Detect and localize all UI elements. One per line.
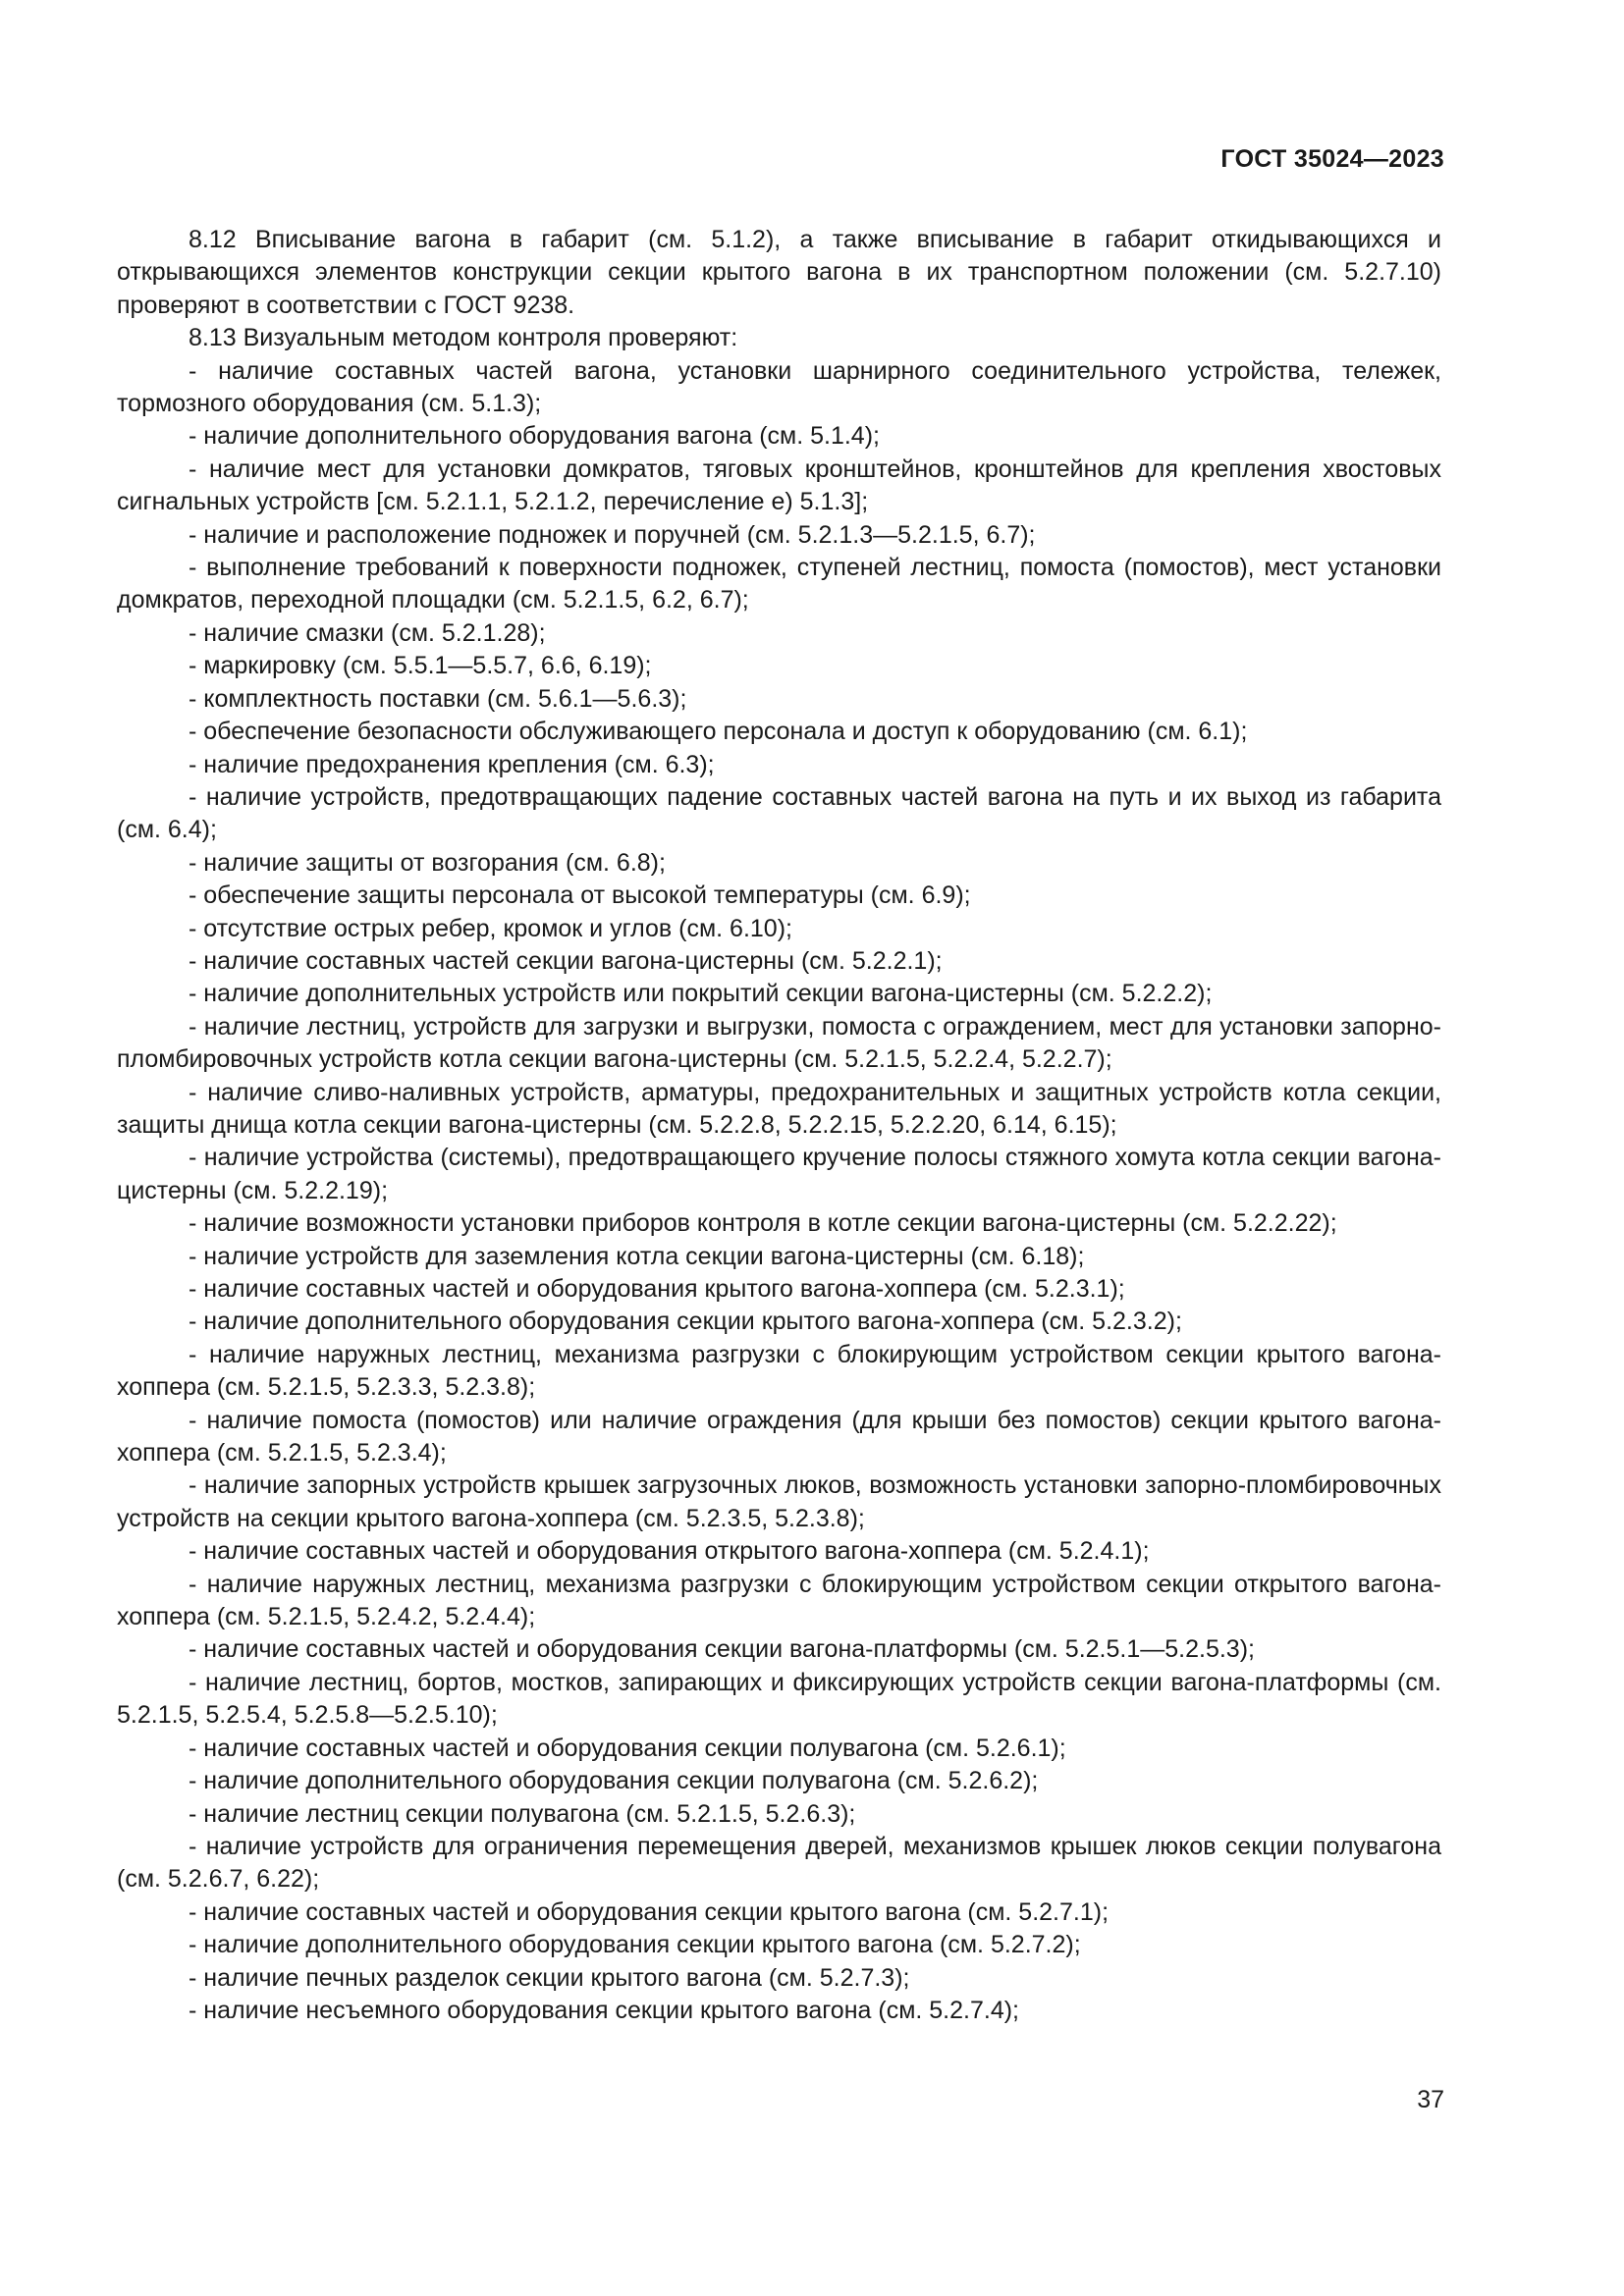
list-item: - наличие дополнительного оборудования секции полувагона (см. 5.2.6.2); <box>189 1767 1039 1795</box>
list-item: - наличие и расположение подножек и поручней (см. 5.2.1.3—5.2.1.5, 6.7); <box>189 520 1036 549</box>
list-item: - наличие несъемного оборудования секции крытого вагона (см. 5.2.7.4); <box>189 1996 1019 2024</box>
list-item: - наличие лестниц, устройств для загрузки и выгрузки, помоста с ограждением, мест для установки запорно-пломбировочных устройств котла секции вагона-цистерны (см. 5.2.1.5, 5.2.2.4, 5.2.2.7); <box>117 1012 1441 1074</box>
list-item: - наличие лестниц, бортов, мостков, запирающих и фиксирующих устройств секции вагона-платформы (см. 5.2.1.5, 5.2.5.4, 5.2.5.8—5.2.5.10); <box>117 1668 1441 1730</box>
list-item: - комплектность поставки (см. 5.6.1—5.6.3); <box>189 684 687 713</box>
document-body <box>117 224 1441 2027</box>
list-item: - наличие устройств для заземления котла секции вагона-цистерны (см. 6.18); <box>189 1242 1085 1270</box>
list-item: - наличие дополнительного оборудования вагона (см. 5.1.4); <box>189 422 880 451</box>
list-item: - маркировку (см. 5.5.1—5.5.7, 6.6, 6.19); <box>189 652 652 680</box>
list-item: - наличие защиты от возгорания (см. 6.8); <box>189 848 666 877</box>
list-item: - наличие запорных устройств крышек загрузочных люков, возможность установки запорно-пломбировочных устройств на секции крытого вагона-хоппера (см. 5.2.3.5, 5.2.3.8); <box>117 1471 1441 1532</box>
list-item: - наличие составных частей и оборудования секции вагона-платформы (см. 5.2.5.1—5.2.5.3); <box>189 1635 1255 1664</box>
list-item: - наличие возможности установки приборов контроля в котле секции вагона-цистерны (см. 5.2.2.22); <box>189 1209 1337 1238</box>
list-item: - наличие составных частей секции вагона-цистерны (см. 5.2.2.1); <box>189 946 943 975</box>
list-item: - наличие смазки (см. 5.2.1.28); <box>189 618 546 647</box>
list-item: - наличие устройств для ограничения перемещения дверей, механизмов крышек люков секции полувагона (см. 5.2.6.7, 6.22); <box>117 1832 1441 1894</box>
list-item: - наличие наружных лестниц, механизма разгрузки с блокирующим устройством секции открытого вагона-хоппера (см. 5.2.1.5, 5.2.4.2, 5.2.4.4); <box>117 1570 1441 1631</box>
list-item: - обеспечение защиты персонала от высокой температуры (см. 6.9); <box>189 881 971 910</box>
list-item: - наличие дополнительного оборудования секции крытого вагона-хоппера (см. 5.2.3.2); <box>189 1308 1182 1336</box>
list-item: - наличие составных частей и оборудования секции крытого вагона (см. 5.2.7.1); <box>189 1897 1110 1926</box>
list-item: - наличие предохранения крепления (см. 6.3); <box>189 750 715 778</box>
list-item: - обеспечение безопасности обслуживающего персонала и доступ к оборудованию (см. 6.1); <box>189 718 1248 746</box>
page-number: 37 <box>1417 2086 1444 2113</box>
list-item: - наличие сливо-наливных устройств, арматуры, предохранительных и защитных устройств котла секции, защиты днища котла секции вагона-цистерны (см. 5.2.2.8, 5.2.2.15, 5.2.2.20, 6.14, 6.15); <box>117 1078 1441 1139</box>
list-item: - наличие лестниц секции полувагона (см. 5.2.1.5, 5.2.6.3); <box>189 1799 856 1828</box>
list-item: - наличие составных частей и оборудования открытого вагона-хоппера (см. 5.2.4.1); <box>189 1537 1150 1566</box>
list-item: - наличие составных частей и оборудования крытого вагона-хоппера (см. 5.2.3.1); <box>189 1275 1125 1303</box>
list-item: - выполнение требований к поверхности подножек, ступеней лестниц, помоста (помостов), мест установки домкратов, переходной площадки (см. 5.2.1.5, 6.2, 6.7); <box>117 554 1441 614</box>
list-item: - наличие мест для установки домкратов, тяговых кронштейнов, кронштейнов для крепления хвостовых сигнальных устройств [см. 5.2.1.1, 5.2.1.2, перечисление е) 5.1.3]; <box>117 454 1441 516</box>
page-header: ГОСТ 35024—2023 <box>1220 145 1444 173</box>
list-item: - наличие устройств, предотвращающих падение составных частей вагона на путь и их выход из габарита (см. 6.4); <box>117 782 1441 844</box>
list-item: - наличие печных разделок секции крытого вагона (см. 5.2.7.3); <box>189 1963 910 1992</box>
list-item: - наличие составных частей и оборудования секции полувагона (см. 5.2.6.1); <box>189 1734 1066 1762</box>
list-item: - наличие устройства (системы), предотвращающего кручение полосы стяжного хомута котла секции вагона-цистерны (см. 5.2.2.19); <box>117 1144 1441 1204</box>
list-item: - наличие помоста (помостов) или наличие ограждения (для крыши без помостов) секции крытого вагона-хоппера (см. 5.2.1.5, 5.2.3.4); <box>117 1406 1441 1468</box>
list-item: - наличие дополнительных устройств или покрытий секции вагона-цистерны (см. 5.2.2.2); <box>189 980 1213 1008</box>
list-item: - наличие составных частей вагона, установки шарнирного соединительного устройства, тележек, тормозного оборудования (см. 5.1.3); <box>117 356 1441 418</box>
paragraph-8-12: 8.12 Вписывание вагона в габарит (см. 5.1.2), а также вписывание в габарит откидывающихся и открывающихся элементов конструкции секции крытого вагона в их транспортном положении (см. 5.2.7.10) проверяют в соответствии с ГОСТ 9238. <box>117 226 1441 319</box>
list-item: - отсутствие острых ребер, кромок и углов (см. 6.10); <box>189 914 792 942</box>
inspection-list <box>117 355 1441 2028</box>
list-item: - наличие дополнительного оборудования секции крытого вагона (см. 5.2.7.2); <box>189 1931 1081 1959</box>
list-item: - наличие наружных лестниц, механизма разгрузки с блокирующим устройством секции крытого вагона-хоппера (см. 5.2.1.5, 5.2.3.3, 5.2.3.8); <box>117 1340 1441 1402</box>
paragraph-8-13-intro: 8.13 Визуальным методом контроля проверяют: <box>189 324 738 352</box>
